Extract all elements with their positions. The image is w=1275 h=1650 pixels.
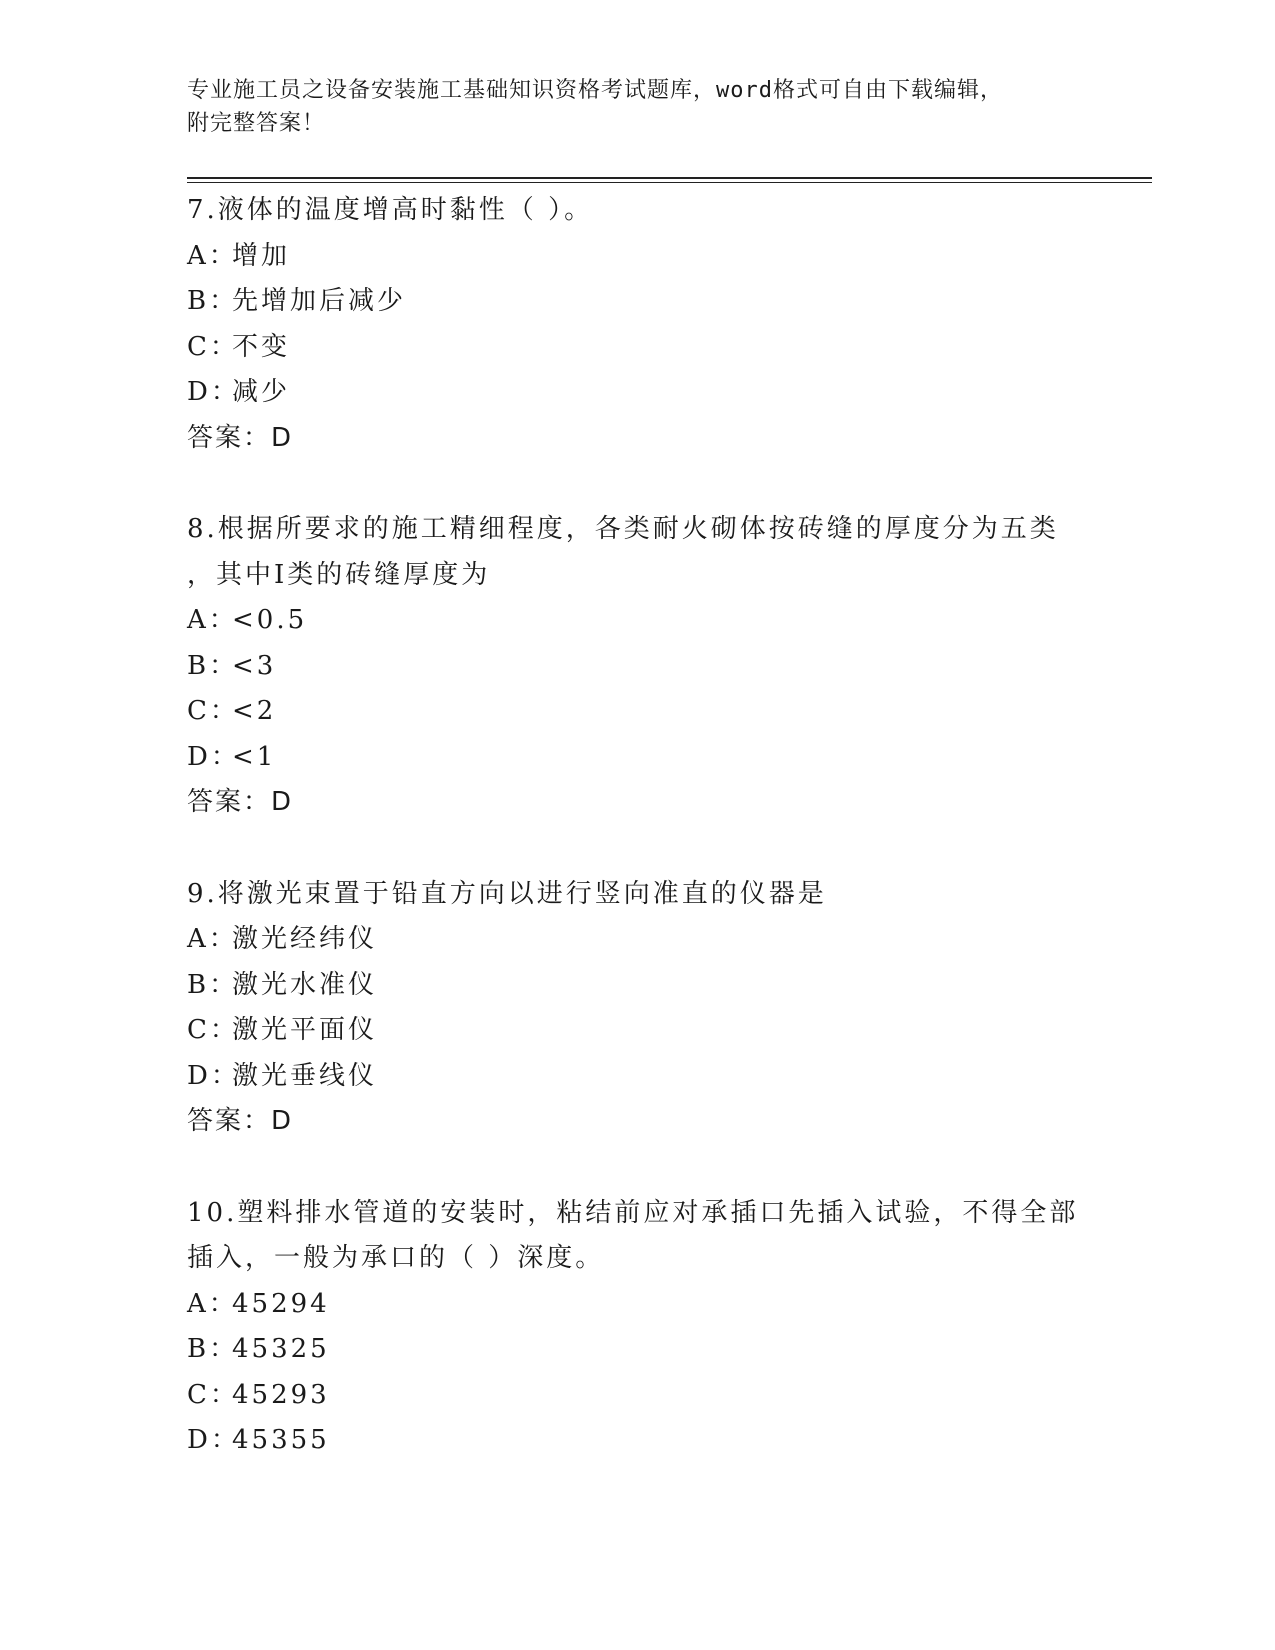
option-text: 45355 [232, 1425, 330, 1455]
option-text: 45294 [232, 1288, 330, 1319]
option-text: 减少 [232, 377, 291, 407]
option-text: 先增加后减少 [232, 286, 407, 316]
option-letter: B： [187, 1334, 239, 1364]
question-stem-continued: 插入，一般为承口的（ ）深度。 [187, 1243, 605, 1273]
option-c [187, 325, 1107, 371]
option-a [187, 598, 1107, 644]
option-text: 增加 [232, 240, 291, 271]
option-b [187, 279, 1107, 325]
option-b [187, 1327, 1107, 1373]
option-text: 激光水准仪 [232, 969, 378, 1000]
question-stem: 7.液体的温度增高时黏性（ ）。 [187, 195, 594, 225]
option-letter: D： [187, 1425, 240, 1455]
question-stem: 9.将激光束置于铅直方向以进行竖向准直的仪器是 [187, 878, 827, 909]
question-10 [187, 1191, 1107, 1464]
option-letter: D： [187, 741, 240, 772]
option-a [187, 917, 1107, 963]
header-line-2: 附完整答案！ [187, 111, 326, 136]
header-rule-thin [187, 182, 1152, 183]
answer-line: 答案：D [187, 787, 294, 817]
option-letter: A： [187, 1288, 238, 1319]
option-text: 45325 [232, 1334, 330, 1364]
option-text: <0.5 [232, 605, 308, 635]
option-text: <2 [232, 696, 277, 726]
option-c [187, 1008, 1107, 1054]
option-d [187, 735, 1107, 781]
option-letter: B： [187, 969, 239, 1000]
option-c [187, 1373, 1107, 1419]
question-7 [187, 188, 1107, 461]
option-text: <3 [232, 650, 277, 681]
question-8 [187, 507, 1107, 826]
header-rule-thick [187, 177, 1152, 179]
option-d [187, 370, 1107, 416]
option-text: 不变 [232, 331, 291, 362]
question-stem-continued: ，其中Ⅰ类的砖缝厚度为 [187, 559, 491, 590]
option-a [187, 1282, 1107, 1328]
option-letter: D： [187, 1060, 240, 1091]
question-list [187, 188, 1107, 1510]
option-text: 激光经纬仪 [232, 924, 378, 954]
option-b [187, 963, 1107, 1009]
header-line-1: 专业施工员之设备安装施工基础知识资格考试题库，word格式可自由下载编辑， [187, 78, 1003, 103]
option-b [187, 644, 1107, 690]
option-letter: A： [187, 924, 238, 954]
option-letter: C： [187, 331, 239, 362]
question-stem: 10.塑料排水管道的安装时，粘结前应对承插口先插入试验，不得全部 [187, 1197, 1079, 1228]
option-letter: D： [187, 377, 240, 407]
option-text: 激光垂线仪 [232, 1060, 378, 1091]
question-stem: 8.根据所要求的施工精细程度，各类耐火砌体按砖缝的厚度分为五类 [187, 514, 1059, 544]
option-letter: C： [187, 696, 239, 726]
option-letter: C： [187, 1015, 239, 1045]
question-9 [187, 872, 1107, 1145]
option-a [187, 234, 1107, 280]
option-text: <1 [232, 741, 277, 772]
option-letter: C： [187, 1379, 239, 1410]
option-letter: B： [187, 286, 239, 316]
option-letter: A： [187, 240, 238, 271]
option-c [187, 689, 1107, 735]
document-header [187, 74, 1087, 140]
option-text: 45293 [232, 1379, 330, 1410]
option-d [187, 1418, 1107, 1464]
option-d [187, 1054, 1107, 1100]
answer-line: 答案：D [187, 422, 294, 453]
answer-line: 答案：D [187, 1106, 294, 1136]
option-letter: A： [187, 605, 238, 635]
option-letter: B： [187, 650, 239, 681]
option-text: 激光平面仪 [232, 1015, 378, 1045]
